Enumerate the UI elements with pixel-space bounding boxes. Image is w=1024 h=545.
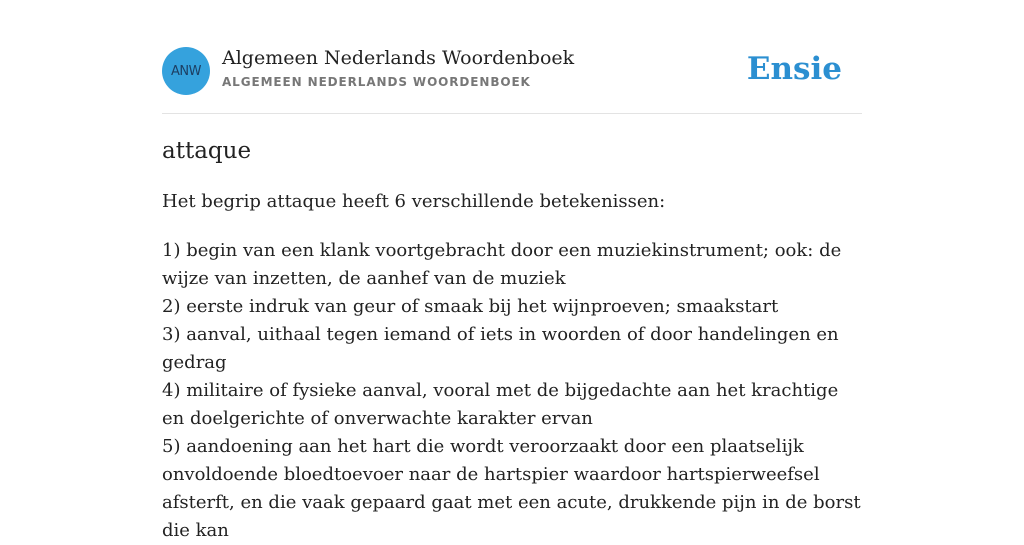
header — [162, 47, 862, 95]
meanings-list — [162, 237, 862, 545]
ensie-brand-link[interactable]: Ensie — [746, 51, 842, 87]
meaning-item: 4) militaire of fysieke aanval, vooral met de bijgedachte aan het krachtige en doelgerichte of onverwachte karakter ervan — [162, 380, 839, 429]
site-title[interactable]: Algemeen Nederlands Woordenboek — [222, 47, 575, 69]
meaning-item: 5) aandoening aan het hart die wordt veroorzaakt door een plaatselijk onvoldoende bloedtoevoer naar de hartspier waardoor hartspierweefsel afsterft, en die vaak gepaard gaat met een acute, drukkende pijn in de borst die kan — [162, 436, 861, 541]
entry-intro: Het begrip attaque heeft 6 verschillende betekenissen: — [162, 191, 666, 212]
site-subtitle: ALGEMEEN NEDERLANDS WOORDENBOEK — [222, 75, 531, 89]
entry-word: attaque — [162, 138, 252, 164]
header-divider — [162, 113, 862, 114]
anw-logo[interactable]: ANW — [162, 47, 210, 95]
meaning-item: 2) eerste indruk van geur of smaak bij het wijnproeven; smaakstart — [162, 296, 779, 317]
meaning-item: 3) aanval, uithaal tegen iemand of iets in woorden of door handelingen en gedrag — [162, 324, 839, 373]
meaning-item: 1) begin van een klank voortgebracht door een muziekinstrument; ook: de wijze van inzetten, de aanhef van de muziek — [162, 240, 842, 289]
